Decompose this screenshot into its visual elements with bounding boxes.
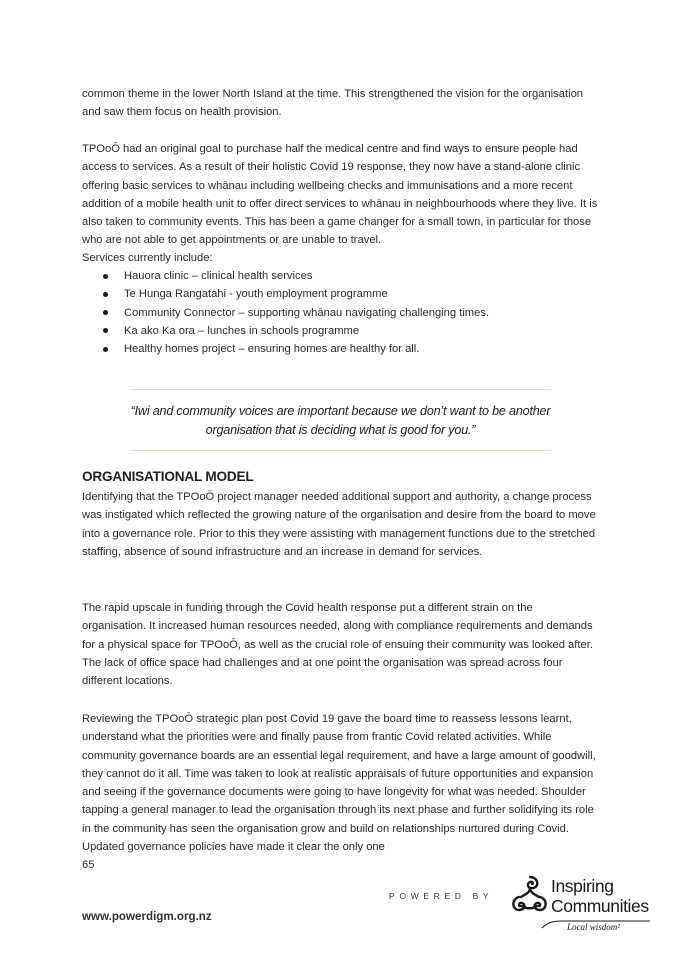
body-paragraph-3: Identifying that the TPOoŌ project manager needed additional support and authority, a change process was instigated which reflected the growing nature of the organisation and desire from the board to move into a governance role. Prior to this they were assisting with management functions due to the stretched staffing, absence of sound infrastructure and an increase in demand for services.: [82, 491, 596, 558]
logo-tagline: Local wisdom²: [567, 922, 620, 932]
page-number: 65: [82, 859, 95, 871]
service-label: Ka ako Ka ora – lunches in schools programme: [124, 324, 360, 337]
list-item: [82, 285, 598, 303]
bullet-icon: [103, 292, 108, 297]
logo-wordmark-line-2: Communities: [551, 896, 649, 916]
pull-quote: “Iwi and community voices are important because we don’t want to be another organisation that is deciding what is good for you.”: [130, 404, 551, 437]
service-label: Hauora clinic – clinical health services: [124, 270, 313, 282]
bullet-icon: [103, 310, 108, 315]
body-paragraph-4: The rapid upscale in funding through the Covid health response put a different strain on the organisation. It increased human resources needed, along with compliance requirements and demands for a physical space for TPOoŌ, as well as the crucial role of ensuing their community was looked after. The lack of office space had challenges and at one point the organisation was spread across four different locations.: [82, 602, 593, 688]
service-label: Healthy homes project – ensuring homes are healthy for all.: [124, 343, 420, 356]
website-link[interactable]: www.powerdigm.org.nz: [82, 910, 212, 923]
list-item: [82, 304, 598, 322]
bullet-icon: [103, 328, 108, 333]
list-item: [82, 340, 598, 358]
quote-divider-top: [130, 389, 551, 390]
service-label: Te Hunga Rangatahi - youth employment programme: [124, 288, 388, 301]
list-item: [82, 322, 598, 340]
list-item: [82, 267, 598, 285]
quote-divider-bottom: [130, 450, 551, 451]
bullet-icon: [103, 347, 108, 352]
body-paragraph-1: common theme in the lower North Island at the time. This strengthened the vision for the organisation and saw them focus on health provision.: [82, 88, 584, 119]
section-heading: ORGANISATIONAL MODEL: [82, 469, 254, 484]
bullet-icon: [103, 274, 108, 279]
triple-spiral-icon: [510, 873, 550, 917]
services-list: [82, 267, 598, 358]
service-label: Community Connector – supporting whānau navigating challenging times.: [124, 306, 490, 319]
body-paragraph-2: TPOoŌ had an original goal to purchase half the medical centre and find ways to ensure people had access to services. As a result of their holistic Covid 19 response, they now have a stand-alone clinic offering basic services to whānau including wellbeing checks and immunisations and a more recent addition of a mobile health unit to offer direct services to whānau in neighbourhoods where they live. It is also taken to community events. This has been a game changer for a small town, in particular for those who are not able to get appointments or are unable to travel.: [82, 143, 598, 247]
body-paragraph-5: Reviewing the TPOoŌ strategic plan post Covid 19 gave the board time to reassess lessons learnt, understand what the priorities were and finally pause from frantic Covid related activities. While community governance boards are an essential legal requirement, and have a large amount of goodwill, they cannot do it all. Time was taken to look at realistic appraisals of future opportunities and expansion and seeing if the governance documents were going to have longevity for what was needed. Shoulder tapping a general manager to lead the organisation through its next phase and further solidifying its role in the community has seen the organisation grow and build on relationships nurtured during Covid. Updated governance policies have made it clear the only one: [82, 713, 596, 854]
services-intro: Services currently include:: [82, 252, 213, 264]
inspiring-communities-logo: [506, 867, 656, 937]
powered-by-label: POWERED BY: [389, 891, 494, 901]
logo-wordmark-line-1: Inspiring: [551, 876, 614, 896]
